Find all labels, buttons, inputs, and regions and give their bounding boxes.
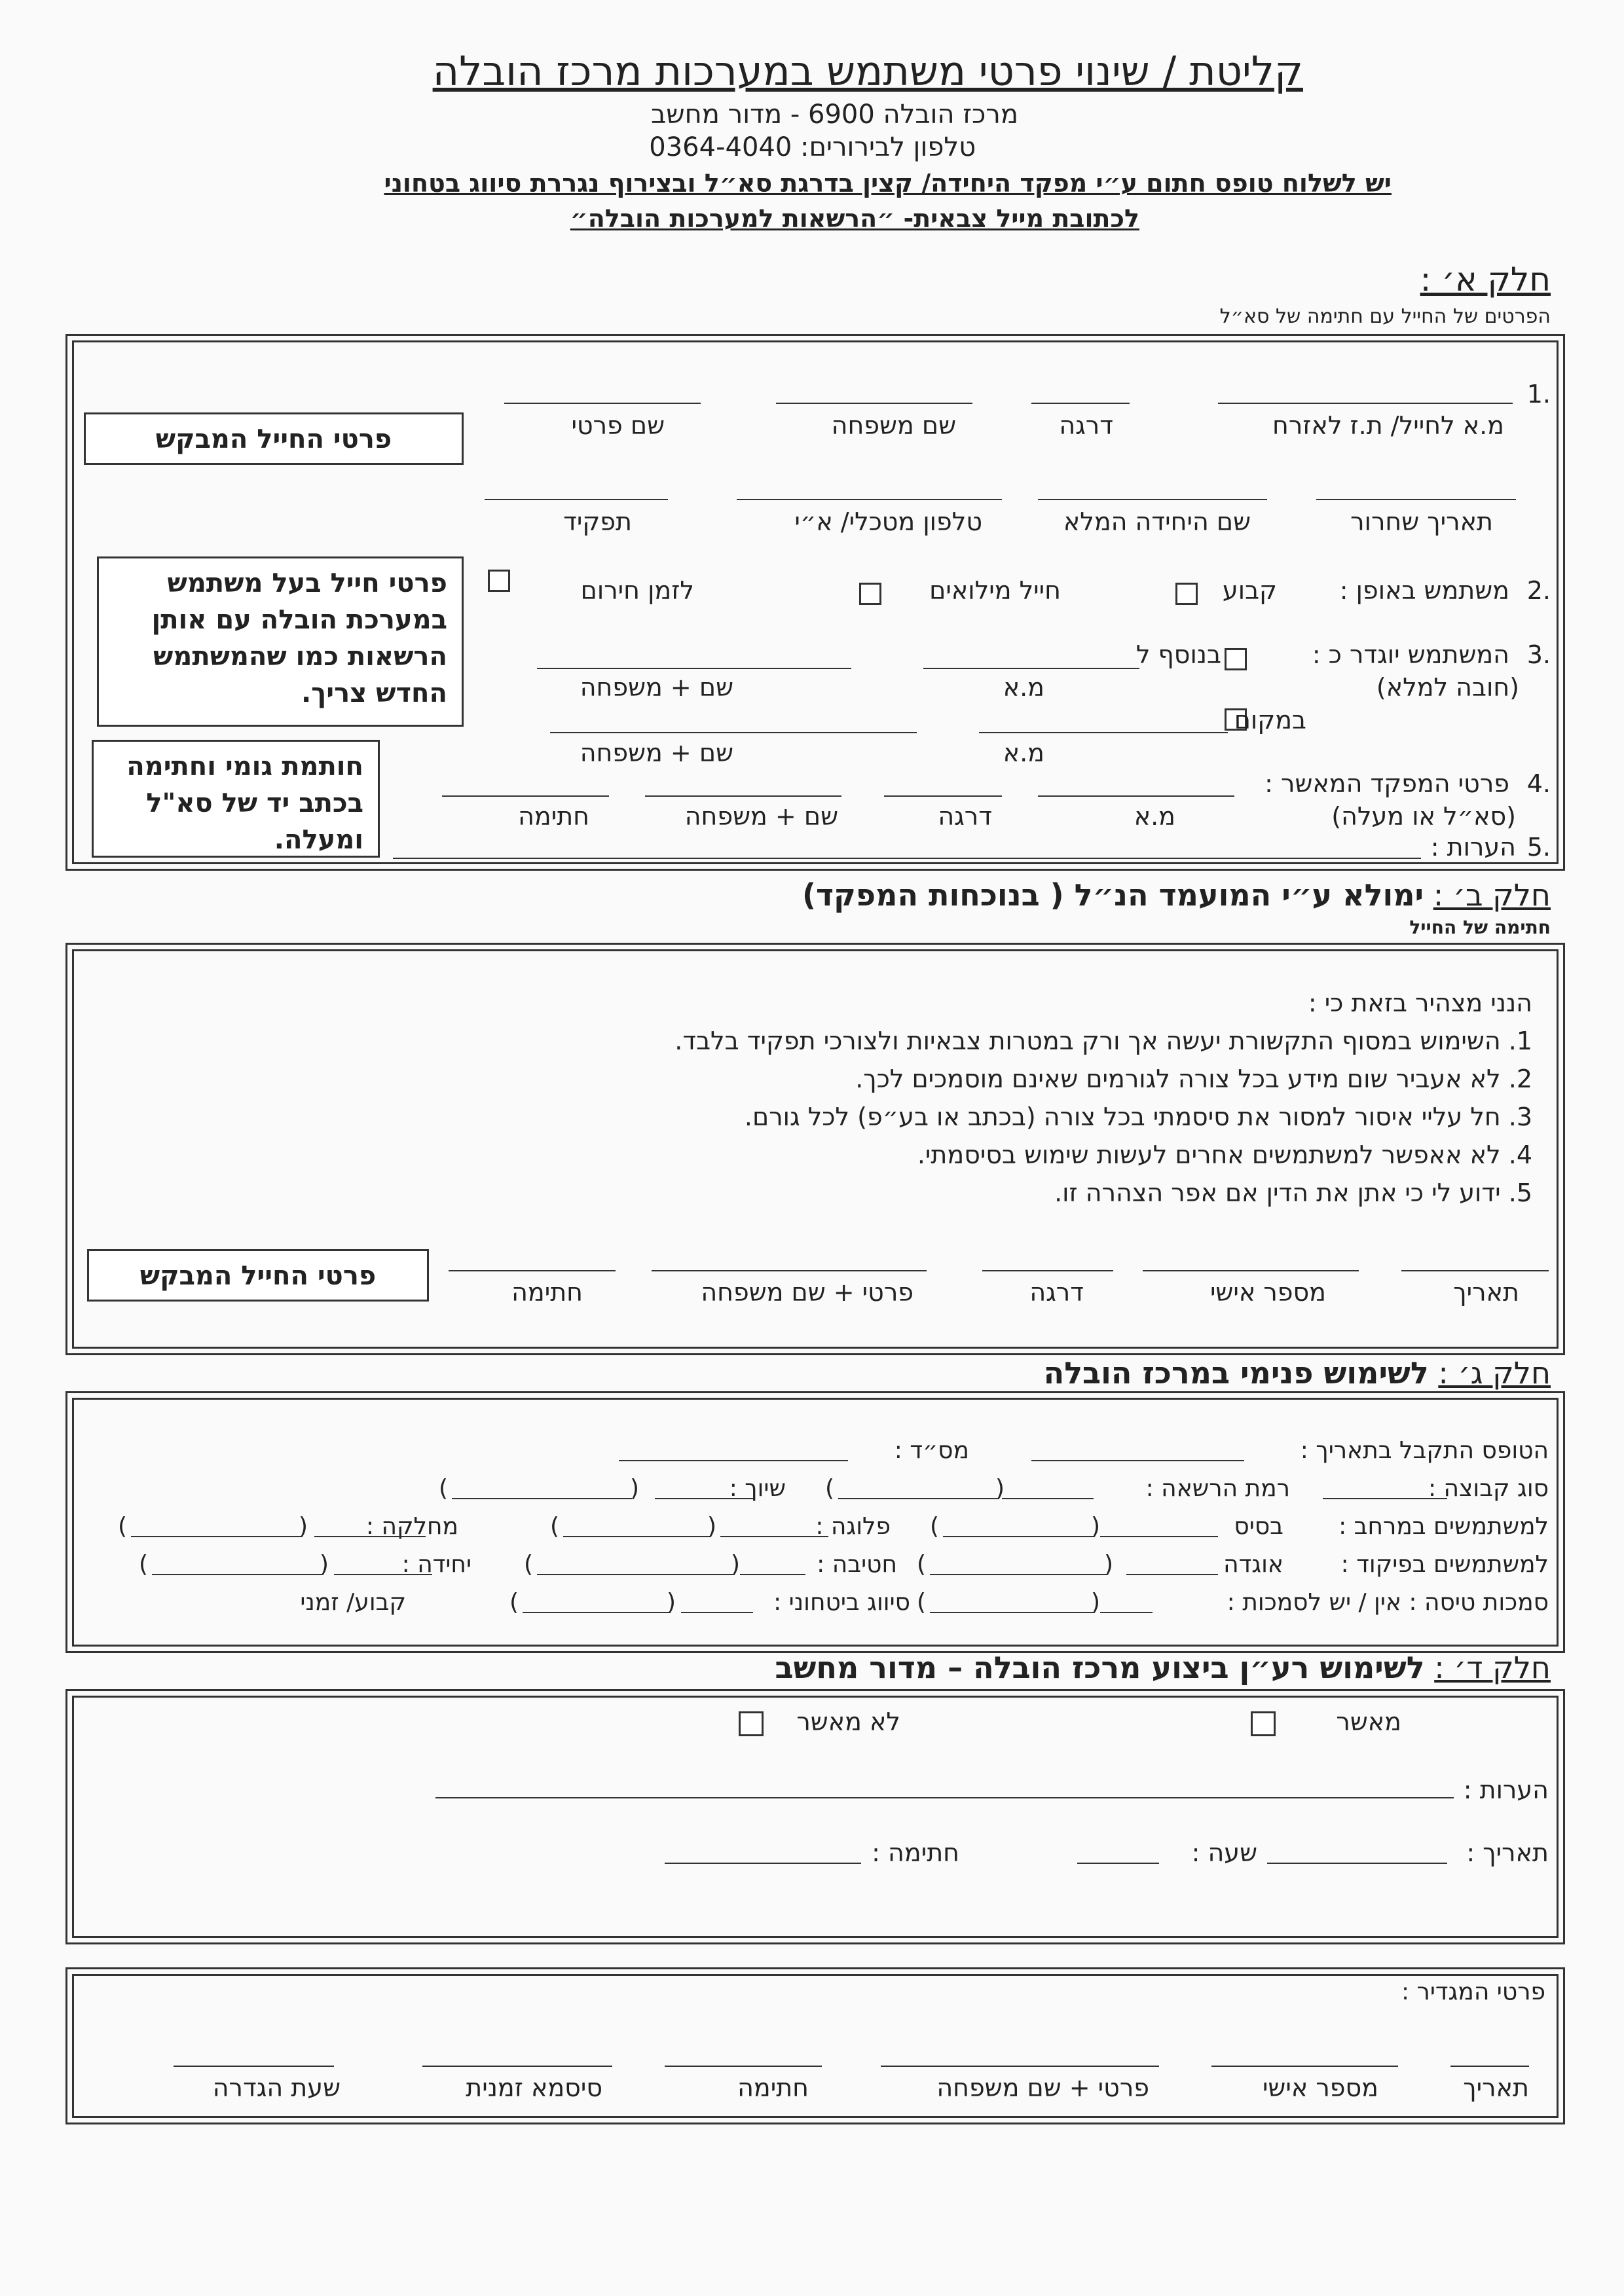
flight-paren: ( [917, 1589, 927, 1616]
approver-ma-field[interactable] [1038, 795, 1234, 797]
in-addition-name-label: שם + משפחה [580, 673, 733, 702]
part-c-heading-label: חלק ג׳ : [1438, 1355, 1551, 1391]
unit-paren-close: ) [320, 1551, 329, 1578]
received-date-field[interactable] [1031, 1460, 1244, 1461]
instruction-line-2: לכתובת מייל צבאית- ״הרשאות למערכות הובלה״ [570, 204, 1139, 233]
part-d-hour-label: שעה : [1191, 1838, 1257, 1867]
definer-date-field[interactable] [1450, 2066, 1529, 2067]
part-d-notes-field[interactable] [435, 1797, 1454, 1798]
permission-level-field[interactable] [1002, 1498, 1094, 1499]
clearance-paren-close: ) [667, 1589, 676, 1616]
approver-rank-note: (סא״ל או מעלה) [1331, 802, 1516, 831]
definer-heading: פרטי המגדיר : [1401, 1978, 1545, 2005]
definer-time-field[interactable] [174, 2066, 334, 2067]
reserve-checkbox[interactable] [859, 583, 881, 605]
declaration-item-5: 5. ידוע לי כי אתן את הדין אם אפר הצהרה זו. [1054, 1178, 1532, 1207]
division-paren: ( [524, 1551, 534, 1578]
base-label: בסיס [1234, 1513, 1283, 1540]
base-detail-field[interactable] [943, 1536, 1094, 1537]
stamp-text: חותמת גומי וחתימה בכתב יד של סא"ל ומעלה. [126, 752, 363, 855]
last-name-label: שם משפחה [831, 411, 956, 440]
in-addition-label: בנוסף ל [1135, 640, 1221, 669]
assign-detail-field[interactable] [452, 1498, 632, 1499]
unit-label: יחידה : [401, 1551, 471, 1578]
division-paren-close: ) [731, 1551, 741, 1578]
declaration-item-3: 3. חל עליי איסור למסור את סיסמתי בכל צורה (בכתב או בע״פ) לכל גורם. [744, 1102, 1532, 1131]
company-label: פלוגה : [815, 1513, 891, 1540]
brigade-label: אוגדה [1223, 1551, 1283, 1578]
first-name-label: שם פרטי [571, 411, 665, 440]
assign-label: שיוך : [729, 1475, 786, 1502]
brigade-paren: ( [917, 1551, 927, 1578]
permission-paren-close: ) [995, 1475, 1005, 1502]
in-addition-checkbox[interactable] [1225, 648, 1247, 670]
department-paren: ( [118, 1513, 128, 1540]
phone-line: טלפון לבירורים: 0364-4040 [649, 132, 976, 162]
row4-number: 4. [1526, 769, 1551, 798]
permanent-label: קבוע [1222, 576, 1277, 605]
part-b-name-label: פרטי + שם משפחה [701, 1278, 913, 1307]
approver-ma-label: מ.א [1134, 802, 1175, 831]
brigade-detail-field[interactable] [930, 1574, 1107, 1575]
reserve-label: חייל מילואים [929, 576, 1061, 605]
unit-name-field[interactable] [1038, 499, 1267, 500]
phone-field[interactable] [737, 499, 1002, 500]
flight-auth-field[interactable] [1100, 1612, 1153, 1613]
part-a-notes-field[interactable] [393, 858, 1421, 859]
first-name-field[interactable] [504, 403, 701, 404]
assign-paren-close: ) [630, 1475, 640, 1502]
part-d-date-label: תאריך : [1466, 1838, 1549, 1867]
page-title: קליטת / שינוי פרטי משתמש במערכות מרכז הובלה [432, 47, 1303, 95]
department-field[interactable] [314, 1536, 426, 1537]
definer-personal-no-label: מספר אישי [1262, 2073, 1378, 2102]
part-b-personal-no-label: מספר אישי [1209, 1278, 1326, 1307]
division-field[interactable] [740, 1574, 805, 1575]
flight-paren-close: ) [1091, 1589, 1101, 1616]
department-label: מחלקה : [365, 1513, 458, 1540]
approver-signature-field[interactable] [442, 795, 609, 797]
base-field[interactable] [1100, 1536, 1218, 1537]
brigade-paren-close: ) [1104, 1551, 1114, 1578]
role-label: תפקיד [563, 507, 632, 536]
clearance-field[interactable] [681, 1612, 753, 1613]
in-addition-name-field[interactable] [537, 668, 851, 669]
instead-ma-field[interactable] [979, 732, 1228, 733]
approver-rank-label: דרגה [938, 802, 992, 831]
part-a-subheading: הפרטים של החייל עם חתימה של סא״ל [1219, 305, 1551, 328]
group-type-field[interactable] [1323, 1498, 1447, 1499]
phone-label: טלפון מטכלי/ א״י [794, 507, 982, 536]
part-a-notes-label: הערות : [1430, 833, 1516, 862]
instead-label: במקום [1234, 706, 1306, 735]
part-c-heading [1044, 1355, 1551, 1391]
id-label: מ.א לחייל/ ת.ז לאזרח [1272, 411, 1504, 440]
approve-checkbox[interactable] [1251, 1711, 1276, 1736]
permanent-checkbox[interactable] [1175, 583, 1198, 605]
company-field[interactable] [720, 1536, 828, 1537]
in-addition-ma-label: מ.א [1003, 673, 1044, 702]
part-d-hour-field[interactable] [1077, 1863, 1159, 1864]
existing-user-box [97, 556, 464, 727]
approver-label: פרטי המפקד המאשר : [1264, 769, 1509, 798]
not-approve-checkbox[interactable] [739, 1711, 764, 1736]
required-label: (חובה למלא) [1376, 673, 1519, 702]
division-label: חטיבה : [817, 1551, 897, 1578]
part-b-rank-field[interactable] [982, 1270, 1113, 1271]
not-approve-label: לא מאשר [796, 1707, 900, 1736]
definer-name-field[interactable] [881, 2066, 1159, 2067]
part-b-date-label: תאריך [1453, 1278, 1519, 1307]
instruction-line-1: יש לשלוח טופס חתום ע״י מפקד היחידה/ קצין בדרגת סא״ל ובצירוף נגררת סיווג בטחוני [384, 169, 1392, 198]
clearance-paren: ( [509, 1589, 519, 1616]
part-a-heading: חלק א׳ : [1420, 261, 1551, 299]
defined-as-label: המשתמש יוגדר כ : [1312, 640, 1509, 669]
perm-temp-label: קבוע/ זמני [300, 1589, 406, 1616]
part-d-heading [775, 1650, 1551, 1685]
part-d-notes-label: הערות : [1463, 1776, 1549, 1804]
part-c-heading-text: לשימוש פנימי במרכז הובלה [1043, 1355, 1429, 1391]
emergency-checkbox[interactable] [488, 570, 510, 592]
part-d-heading-label: חלק ד׳ : [1434, 1650, 1551, 1685]
emergency-label: לזמן חירום [580, 576, 694, 605]
permission-paren: ( [825, 1475, 835, 1502]
definer-temp-password-field[interactable] [422, 2066, 612, 2067]
id-field[interactable] [1218, 403, 1513, 404]
group-type-label: סוג קבוצה : [1428, 1475, 1549, 1502]
requester-box-a [84, 412, 464, 465]
company-detail-field[interactable] [563, 1536, 710, 1537]
definer-signature-label: חתימה [737, 2073, 809, 2102]
row3-number: 3. [1526, 640, 1551, 669]
declaration-intro: הנני מצהיר בזאת כי : [1308, 989, 1532, 1017]
role-field[interactable] [485, 499, 668, 500]
part-d-signature-field[interactable] [665, 1863, 861, 1864]
declaration-item-2: 2. לא אעביר שום מידע בכל צורה לגורמים שאינם מוסמכים לכך. [855, 1065, 1532, 1093]
release-date-label: תאריך שחרור [1350, 507, 1493, 536]
stamp-box [92, 740, 380, 858]
subtitle: מרכז הובלה 6900 - מדור מחשב [651, 100, 1018, 130]
regional-users-label: למשתמשים במרחב : [1338, 1513, 1549, 1540]
permission-detail-field[interactable] [838, 1498, 999, 1499]
declaration-item-4: 4. לא אאפשר למשתמשים אחרים לעשות שימוש בסיסמתי. [917, 1140, 1532, 1169]
row5-number: 5. [1526, 833, 1551, 862]
release-date-field[interactable] [1316, 499, 1516, 500]
part-b-heading-text: ימולא ע״י המועמד הנ״ל ( בנוכחות המפקד) [802, 877, 1424, 913]
requester-box-b [87, 1249, 429, 1302]
part-d-signature-label: חתימה : [872, 1838, 959, 1867]
in-addition-ma-field[interactable] [923, 668, 1139, 669]
base-paren: ( [930, 1513, 940, 1540]
user-type-label: משתמש באופן : [1339, 576, 1509, 605]
clearance-label: סיווג ביטחוני : [773, 1589, 910, 1616]
definer-time-label: שעת הגדרה [212, 2073, 341, 2102]
part-b-heading-label: חלק ב׳ : [1433, 877, 1551, 913]
company-paren: ( [550, 1513, 560, 1540]
received-label: הטופס התקבל בתאריך : [1300, 1437, 1549, 1464]
definer-date-label: תאריך [1463, 2073, 1529, 2102]
unit-detail-field[interactable] [152, 1574, 322, 1575]
approver-name-field[interactable] [645, 795, 841, 797]
definer-signature-field[interactable] [665, 2066, 822, 2067]
requester-box-a-label: פרטי החייל המבקש [155, 424, 392, 454]
part-d-heading-text: לשימוש רע״ן ביצוע מרכז הובלה – מדור מחשב [775, 1650, 1425, 1685]
definer-name-label: פרטי + שם משפחה [936, 2073, 1149, 2102]
department-detail-field[interactable] [131, 1536, 301, 1537]
approver-signature-label: חתימה [518, 802, 589, 831]
last-name-field[interactable] [776, 403, 972, 404]
part-b-subheading: חתימה של החייל [1409, 917, 1551, 938]
unit-name-label: שם היחידה המלא [1063, 507, 1251, 536]
instead-name-label: שם + משפחה [580, 738, 733, 767]
unit-paren: ( [139, 1551, 149, 1578]
part-b-name-field[interactable] [652, 1270, 927, 1271]
row2-number: 2. [1526, 576, 1551, 605]
part-b-rank-label: דרגה [1029, 1278, 1084, 1307]
serial-field[interactable] [619, 1460, 848, 1461]
definer-temp-password-label: סיסמא זמנית [466, 2073, 602, 2102]
brigade-field[interactable] [1126, 1574, 1218, 1575]
existing-user-text: פרטי חייל בעל משתמש במערכת הובלה עם אותן הרשאות כמו שהמשתמש החדש צריך. [151, 568, 447, 708]
instead-ma-label: מ.א [1003, 738, 1044, 767]
command-users-label: למשתמשים בפיקוד : [1340, 1551, 1549, 1578]
part-b-personal-no-field[interactable] [1143, 1270, 1359, 1271]
part-b-signature-label: חתימה [511, 1278, 583, 1307]
company-paren-close: ) [707, 1513, 717, 1540]
serial-label: מס״ד : [894, 1437, 969, 1464]
part-b-heading [802, 877, 1551, 913]
requester-box-b-label: פרטי החייל המבקש [139, 1261, 377, 1291]
base-paren-close: ) [1091, 1513, 1101, 1540]
permission-level-label: רמת הרשאה : [1145, 1475, 1290, 1502]
definer-personal-no-field[interactable] [1211, 2066, 1398, 2067]
department-paren-close: ) [299, 1513, 308, 1540]
row1-number: 1. [1526, 380, 1551, 409]
approver-rank-field[interactable] [884, 795, 1002, 797]
assign-field[interactable] [655, 1498, 753, 1499]
approver-name-label: שם + משפחה [684, 802, 838, 831]
part-b-signature-field[interactable] [449, 1270, 616, 1271]
rank-field[interactable] [1031, 403, 1130, 404]
instead-name-field[interactable] [550, 732, 917, 733]
flight-detail-field[interactable] [930, 1612, 1094, 1613]
unit-field[interactable] [334, 1574, 432, 1575]
assign-paren: ( [439, 1475, 449, 1502]
flight-auth-label: סמכות טיסה : אין / יש לסמכות : [1227, 1589, 1549, 1616]
rank-label: דרגה [1059, 411, 1113, 440]
approve-label: מאשר [1336, 1707, 1401, 1736]
declaration-item-1: 1. השימוש במסוף התקשורת יעשה אך ורק במטרות צבאיות ולצורכי תפקיד בלבד. [674, 1027, 1532, 1055]
clearance-detail-field[interactable] [523, 1612, 670, 1613]
division-detail-field[interactable] [537, 1574, 733, 1575]
part-b-date-field[interactable] [1401, 1270, 1549, 1271]
part-d-date-field[interactable] [1267, 1863, 1447, 1864]
